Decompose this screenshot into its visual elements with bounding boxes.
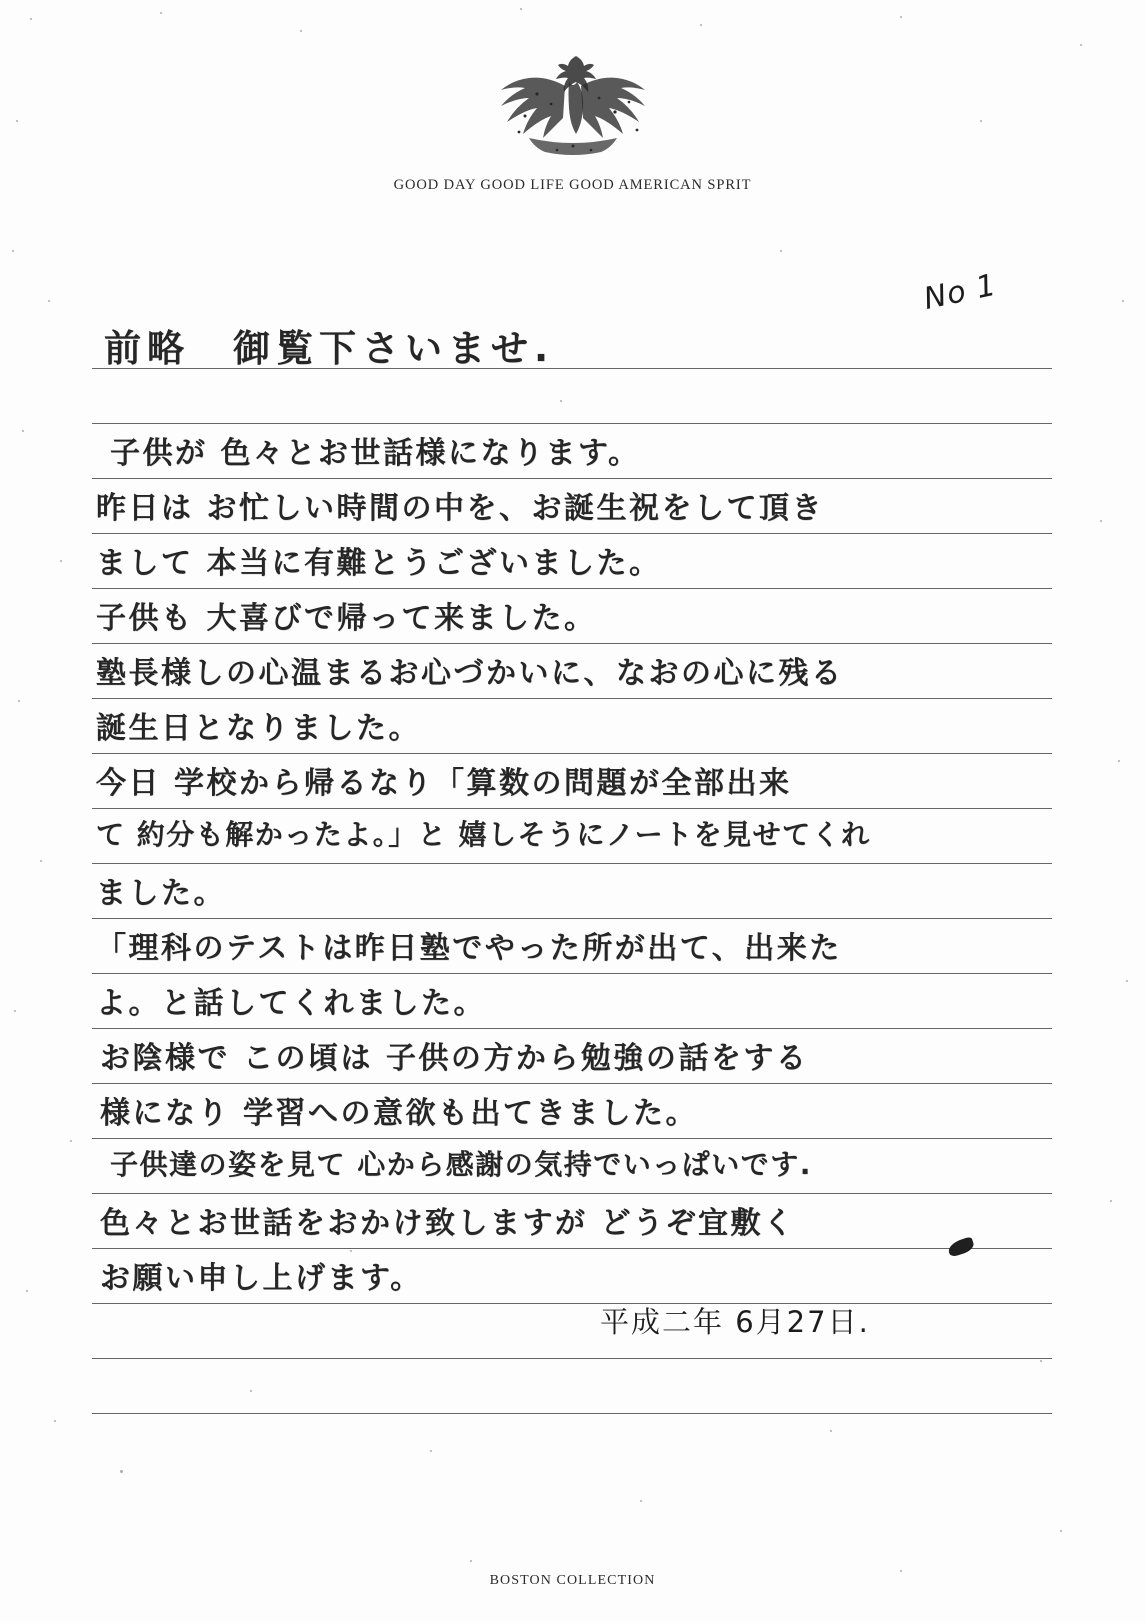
rule-line	[92, 588, 1052, 589]
body-line: 「理科のテストは昨日塾でやった所が出て、出来た	[96, 931, 842, 966]
body-line: 様になり 学習への意欲も出てきました。	[100, 1096, 698, 1131]
rule-line	[92, 1083, 1052, 1084]
rule-line	[92, 973, 1052, 974]
body-line: 子供達の姿を見て 心から感謝の気持でいっぱいです.	[110, 1148, 812, 1181]
body-line: お陰様で この頃は 子供の方から勉強の話をする	[100, 1041, 809, 1076]
body-line: 子供が 色々とお世話様になります。	[110, 436, 641, 471]
letterhead-tagline: GOOD DAY GOOD LIFE GOOD AMERICAN SPRIT	[393, 177, 752, 193]
rule-line	[92, 423, 1052, 424]
body-line: 今日 学校から帰るなり「算数の問題が全部出来	[96, 766, 792, 801]
body-line: よ。と話してくれました。	[96, 986, 486, 1021]
page-number-mark: No 1	[920, 267, 1000, 317]
rule-line	[92, 1193, 1052, 1194]
date-line: 平成二年 6月27日.	[600, 1305, 870, 1339]
rule-line	[92, 863, 1052, 864]
rule-line	[92, 478, 1052, 479]
rule-line	[92, 808, 1052, 809]
salutation: 前略 御覧下さいませ.	[104, 327, 555, 370]
body-line: 誕生日となりました。	[96, 711, 421, 746]
rule-line	[92, 698, 1052, 699]
body-line: 塾長様しの心温まるお心づかいに、なおの心に残る	[96, 656, 844, 691]
body-line: ました。	[96, 876, 226, 911]
body-line: お願い申し上げます。	[100, 1261, 423, 1296]
rule-line	[92, 1358, 1052, 1359]
rule-line	[92, 1028, 1052, 1029]
rule-line	[92, 1303, 1052, 1304]
body-line: 子供も 大喜びで帰って来ました。	[96, 601, 597, 636]
rule-line	[92, 1413, 1052, 1414]
rule-line	[92, 1138, 1052, 1139]
body-line: て 約分も解かったよ。」と 嬉しそうにノートを見せてくれ	[96, 818, 871, 851]
rule-line	[92, 918, 1052, 919]
rule-line	[92, 643, 1052, 644]
body-line: 昨日は お忙しい時間の中を、お誕生祝をして頂き	[96, 491, 824, 526]
collection-footer: BOSTON COLLECTION	[489, 1573, 656, 1588]
rule-line	[92, 753, 1052, 754]
body-line: 色々とお世話をおかけ致しますが どうぞ宜敷く	[100, 1206, 796, 1241]
body-line: まして 本当に有難とうございました。	[96, 546, 662, 581]
rule-line	[92, 1248, 1052, 1249]
rule-line	[92, 533, 1052, 534]
